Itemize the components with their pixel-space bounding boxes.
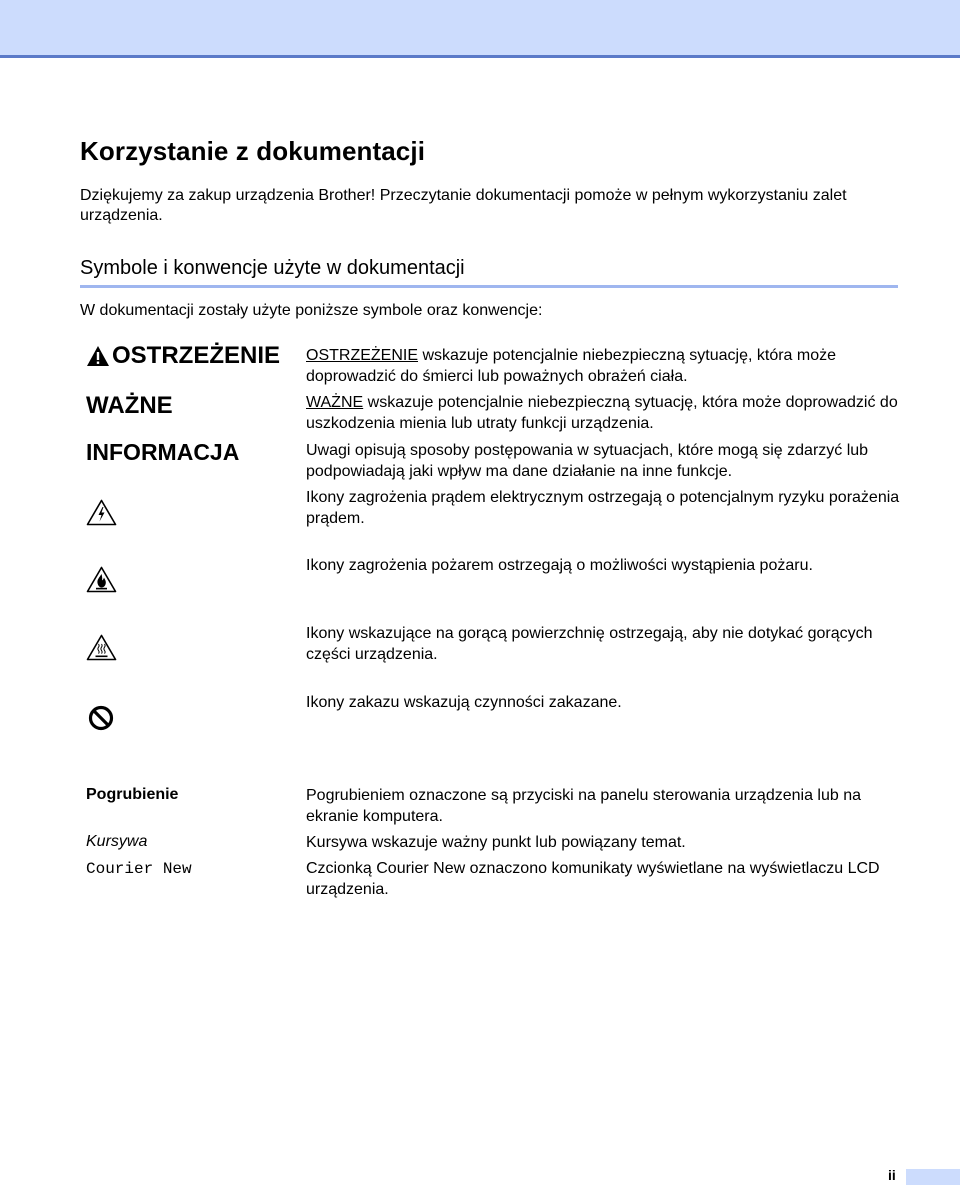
convention-mono-description: Czcionką Courier New oznaczono komunikaty wyświetlane na wyświetlaczu LCD urządzenia. (306, 860, 880, 898)
convention-italic-label: Kursywa (86, 833, 148, 850)
warning-triangle-icon (86, 345, 110, 367)
intro-paragraph: Dziękujemy za zakup urządzenia Brother! Przeczytanie dokumentacji pomoże w pełnym wykorzystaniu zalet urządzenia. (80, 187, 847, 224)
electrical-description: Ikony zagrożenia prądem elektrycznym ostrzegają o potencjalnym ryzyku porażenia prądem. (306, 489, 900, 527)
convention-mono-label: Courier New (86, 860, 192, 878)
section-intro: W dokumentacji zostały użyte poniższe symbole oraz konwencje: (80, 302, 543, 319)
prohibition-icon (88, 705, 114, 731)
warning-description (306, 345, 906, 387)
info-description: Uwagi opisują sposoby postępowania w sytuacjach, które mogą się zdarzyć lub podpowiadają jaki wpływ ma dane działanie na inne funkcje. (306, 442, 869, 480)
hot-surface-icon (86, 634, 117, 661)
prohibition-description: Ikony zakazu wskazują czynności zakazane. (306, 694, 622, 711)
hot-surface-description: Ikony wskazujące na gorącą powierzchnię ostrzegają, aby nie dotykać gorących części urządzenia. (306, 625, 873, 663)
page-tab (906, 1169, 960, 1185)
important-keyword: WAŻNE (306, 394, 364, 411)
warning-label (86, 342, 280, 370)
important-label: WAŻNE (86, 392, 173, 419)
warning-label-text: OSTRZEŻENIE (112, 342, 281, 369)
section-divider (80, 285, 898, 288)
page-title: Korzystanie z dokumentacji (80, 136, 426, 166)
section-title: Symbole i konwencje użyte w dokumentacji (80, 257, 465, 279)
warning-text: wskazuje potencjalnie niebezpieczną sytuację, która może doprowadzić do śmierci lub poważnych obrażeń ciała. (306, 347, 837, 385)
info-label: INFORMACJA (86, 439, 240, 465)
important-text: wskazuje potencjalnie niebezpieczną sytuację, która może doprowadzić do uszkodzenia mienia lub utraty funkcji urządzenia. (306, 394, 898, 432)
important-description (306, 392, 906, 434)
fire-hazard-icon (86, 566, 117, 593)
fire-description: Ikony zagrożenia pożarem ostrzegają o możliwości wystąpienia pożaru. (306, 557, 813, 574)
convention-bold-label: Pogrubienie (86, 786, 179, 803)
warning-keyword: OSTRZEŻENIE (306, 347, 419, 364)
convention-italic-description: Kursywa wskazuje ważny punkt lub powiązany temat. (306, 834, 686, 851)
electrical-hazard-icon (86, 499, 117, 526)
header-band (0, 0, 960, 58)
convention-bold-description: Pogrubieniem oznaczone są przyciski na panelu sterowania urządzenia lub na ekranie komputera. (306, 787, 861, 825)
page-number: ii (888, 1167, 896, 1183)
